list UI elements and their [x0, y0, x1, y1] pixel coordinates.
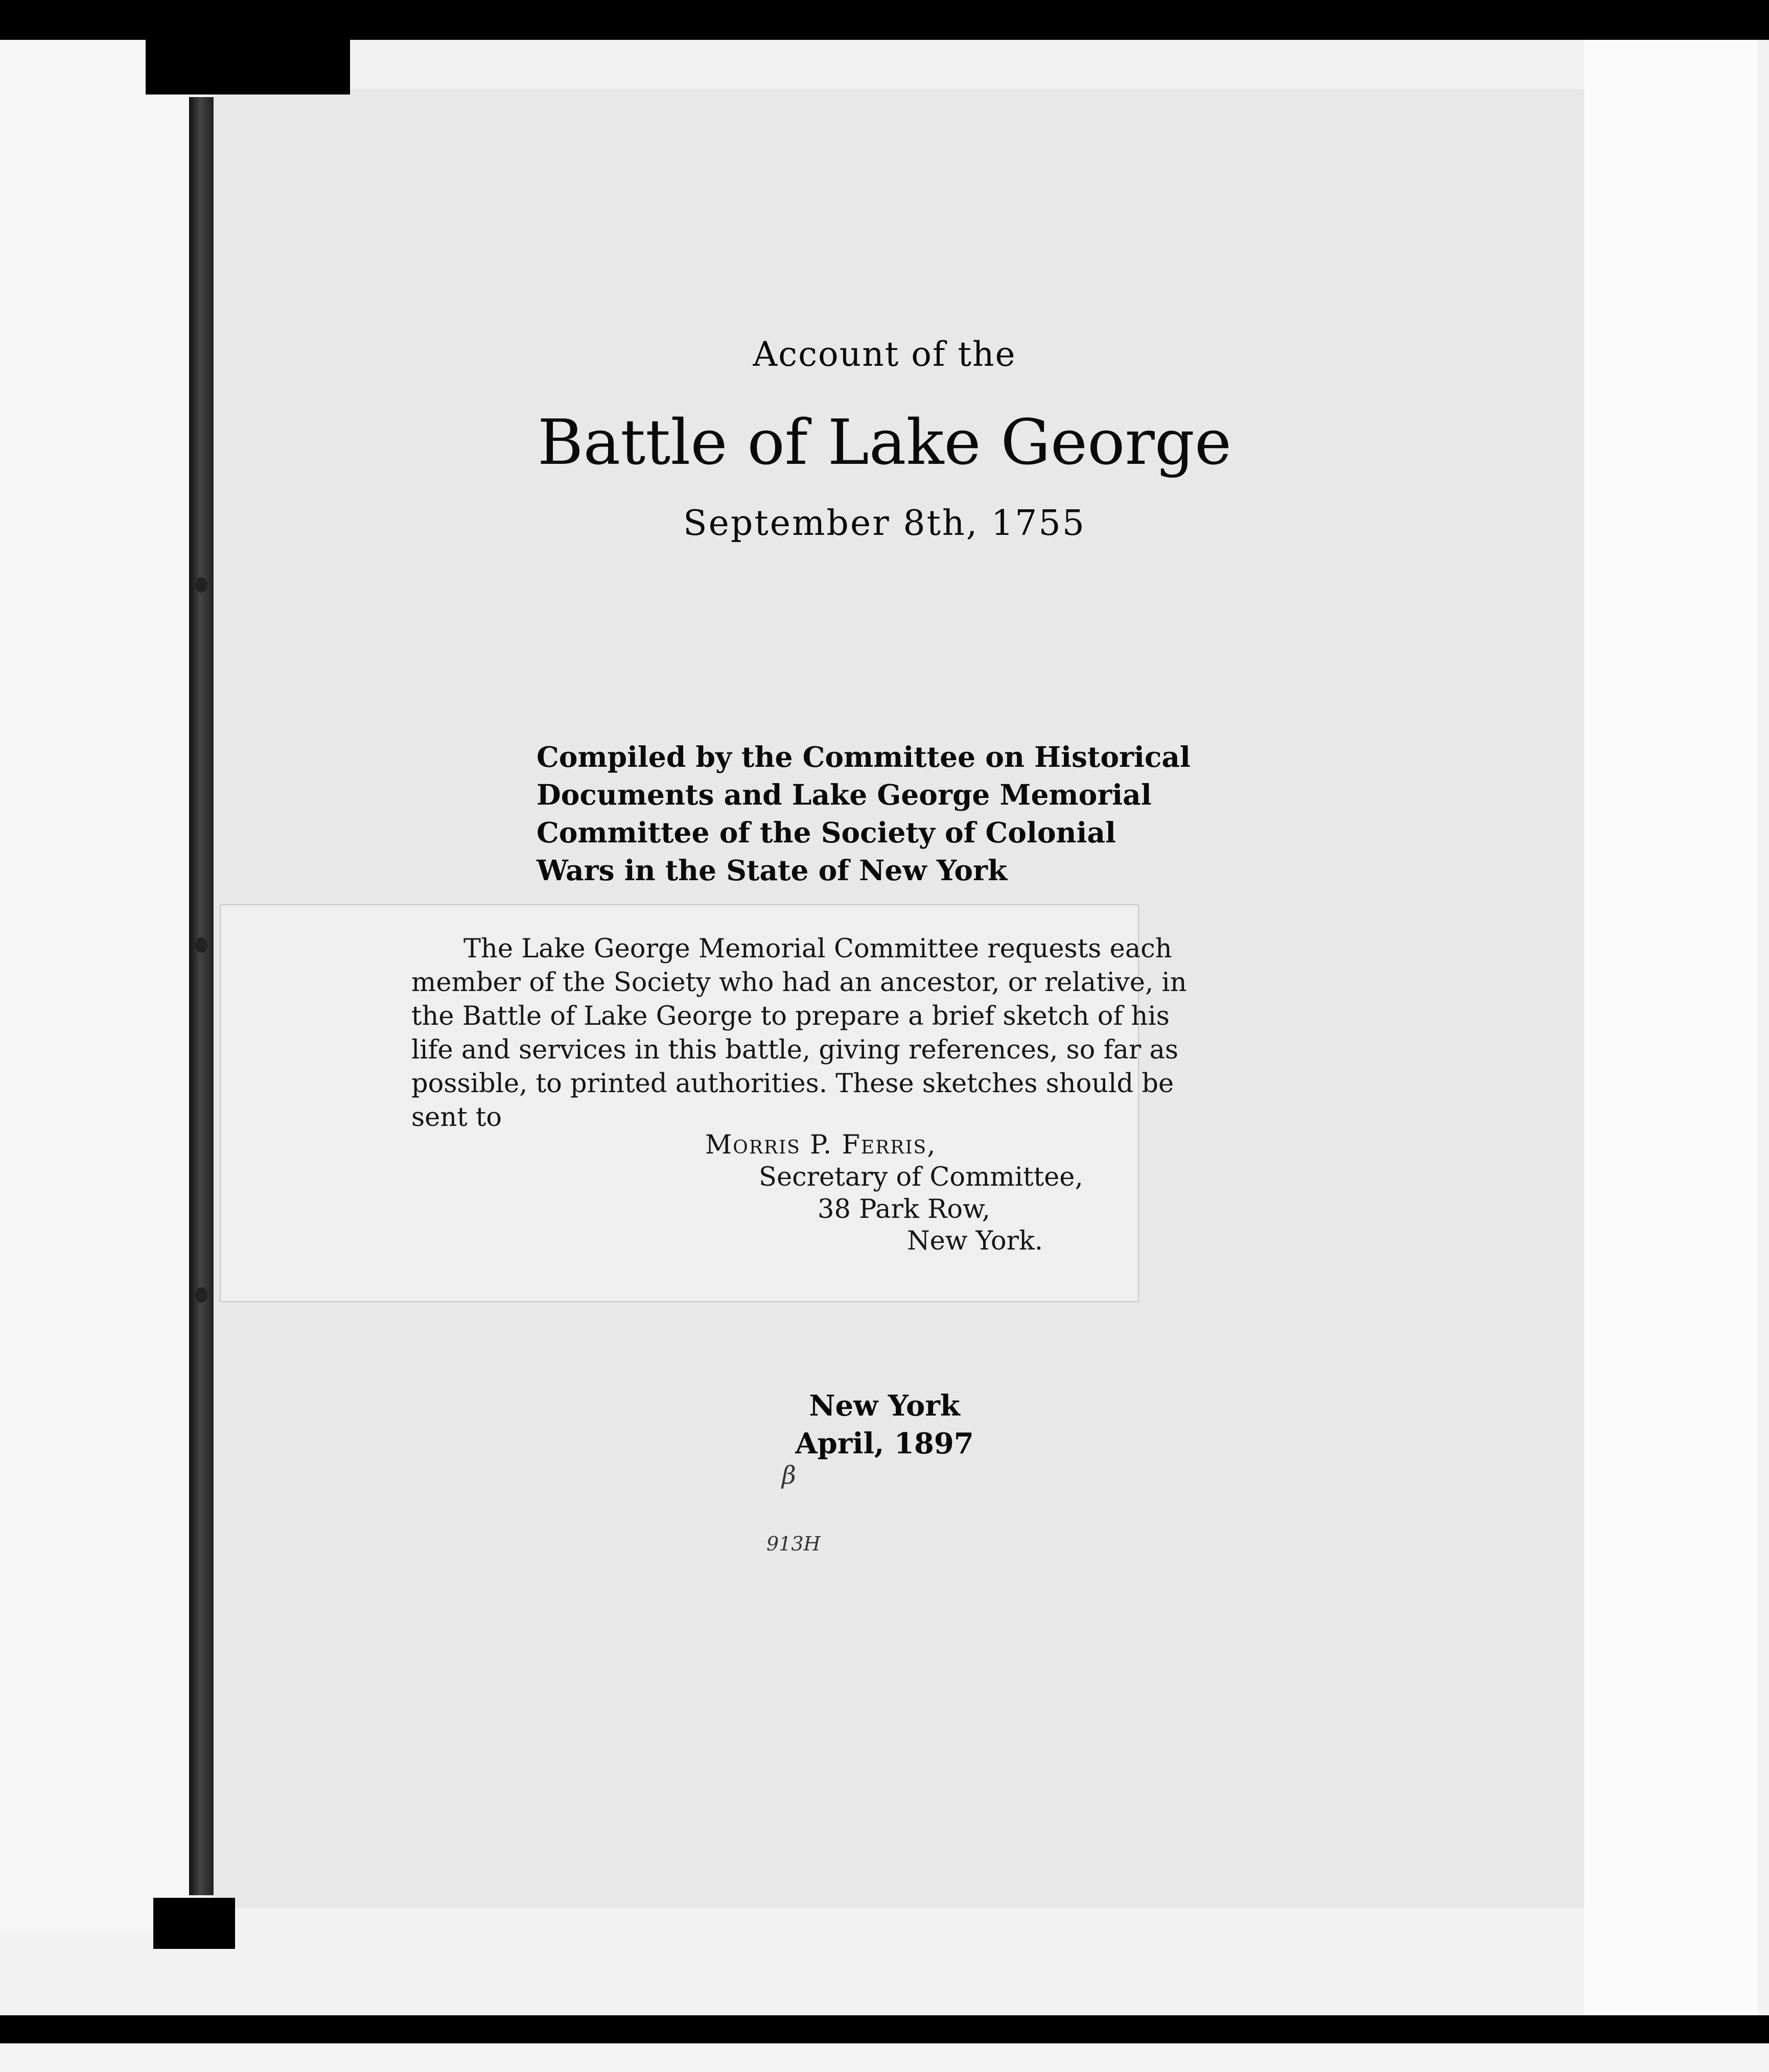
notice-text	[411, 932, 1187, 1135]
notice-line: member of the Society who had an ancestor, or relative, in	[411, 968, 1187, 998]
compiled-by-block	[537, 738, 1191, 889]
address-title: Secretary of Committee,	[759, 1162, 1083, 1192]
address-street: 38 Park Row,	[818, 1194, 990, 1225]
binding-tab-bottom	[153, 1898, 235, 1949]
binding-hole	[195, 937, 207, 953]
notice-line: the Battle of Lake George to prepare a brief sketch of his	[411, 1001, 1170, 1031]
imprint-place: New York	[809, 1389, 960, 1423]
binding-hole	[195, 577, 207, 593]
address-name: Morris P. Ferris,	[705, 1130, 937, 1160]
notice-line: The Lake George Memorial Committee requests each	[463, 934, 1172, 964]
compiled-by-line: Committee of the Society of Colonial	[537, 816, 1116, 849]
notice-line: life and services in this battle, giving references, so far as	[411, 1035, 1179, 1065]
pencil-annotation-number: 913H	[766, 1533, 821, 1555]
previous-page-edge	[0, 40, 204, 1930]
scan-bottom-strip	[0, 2043, 1769, 2072]
binding-hole	[195, 1287, 207, 1303]
notice-line: sent to	[411, 1102, 502, 1133]
notice-line: possible, to printed authorities. These sketches should be	[411, 1069, 1174, 1099]
pre-title: Account of the	[753, 335, 1016, 374]
pencil-annotation-beta: β	[782, 1461, 796, 1490]
imprint-date: April, 1897	[795, 1427, 974, 1461]
page-title: Battle of Lake George	[537, 406, 1232, 479]
compiled-by-line: Wars in the State of New York	[537, 854, 1008, 887]
compiled-by-line: Compiled by the Committee on Historical	[537, 740, 1191, 773]
battle-date: September 8th, 1755	[683, 503, 1086, 544]
binding-tab-top	[146, 31, 350, 95]
address-city: New York.	[907, 1226, 1043, 1256]
compiled-by-line: Documents and Lake George Memorial	[537, 778, 1152, 811]
imprint	[0, 1387, 1769, 1463]
